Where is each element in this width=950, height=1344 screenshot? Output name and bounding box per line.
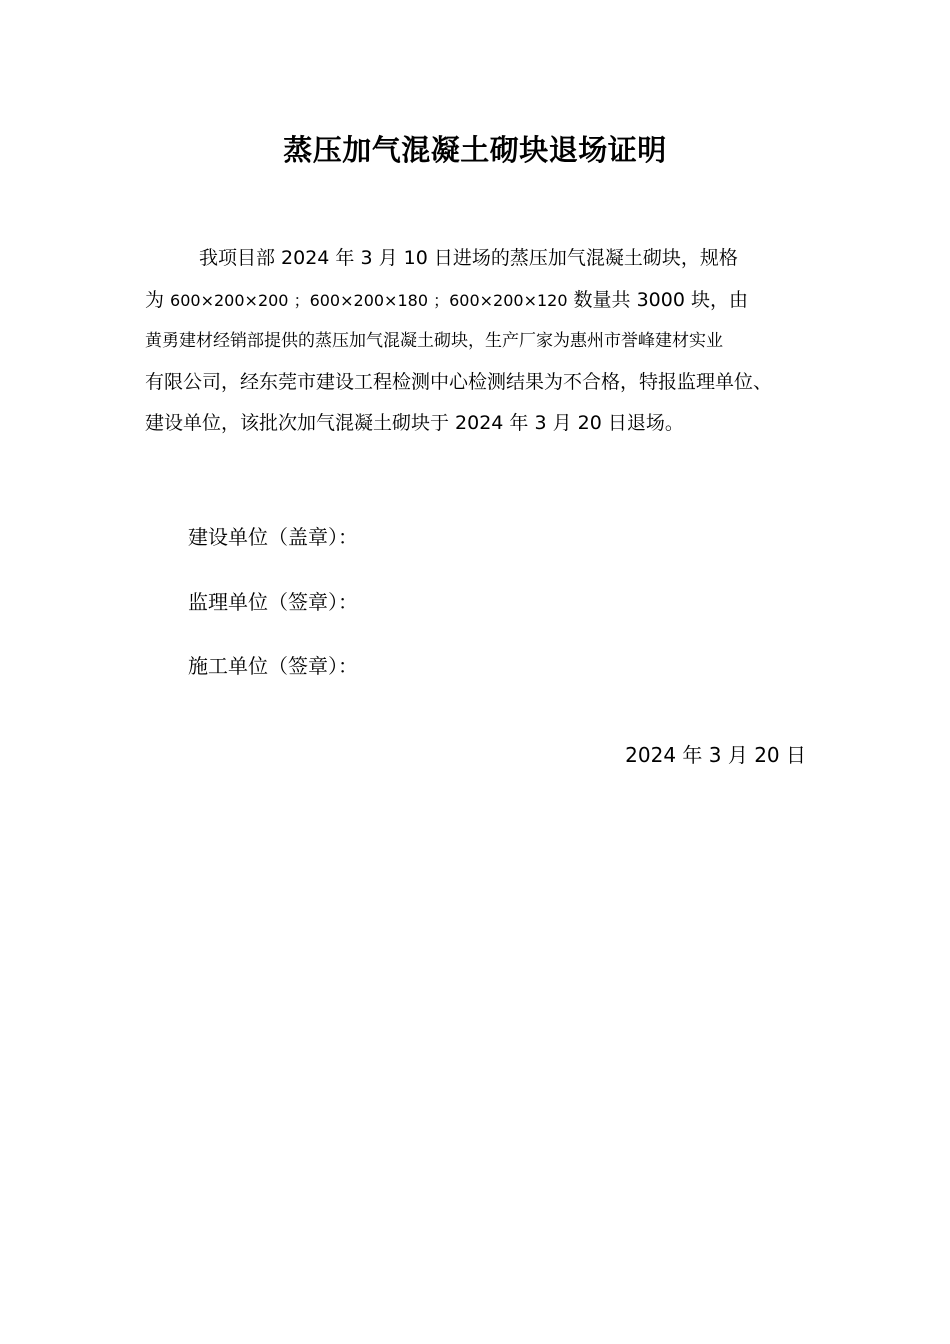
body-paragraph-line-4: 有限公司，经东莞市建设工程检测中心检测结果为不合格，特报监理单位、: [145, 371, 773, 393]
body-paragraph-line-5: 建设单位，该批次加气混凝土砌块于 2024 年 3 月 20 日退场。: [145, 412, 684, 434]
contractor-signature-label: 施工单位（签章）：: [188, 654, 358, 678]
body-text-line-1: 我项目部 2024 年 3 月 10 日进场的蒸压加气混凝土砌块，规格: [199, 247, 738, 269]
construction-owner-signature-label: 建设单位（盖章）：: [188, 525, 358, 549]
paragraph-indent: [145, 247, 199, 269]
body-text-line-2-prefix: 为: [145, 289, 171, 311]
document-date: 2024 年 3 月 20 日: [625, 743, 806, 767]
body-paragraph-line-3: 黄勇建材经销部提供的蒸压加气混凝土砌块，生产厂家为惠州市誉峰建材实业: [145, 331, 723, 351]
body-paragraph-line-2: [145, 285, 807, 316]
specification-values: 600×200×200 ；600×200×180 ；600×200×120: [170, 291, 568, 310]
supervisor-signature-label: 监理单位（签章）：: [188, 590, 358, 614]
body-paragraph-line-1: [145, 243, 807, 273]
body-text-line-2-suffix: 数量共 3000 块，由: [567, 289, 748, 311]
document-title: 蒸压加气混凝土砌块退场证明: [283, 133, 667, 167]
